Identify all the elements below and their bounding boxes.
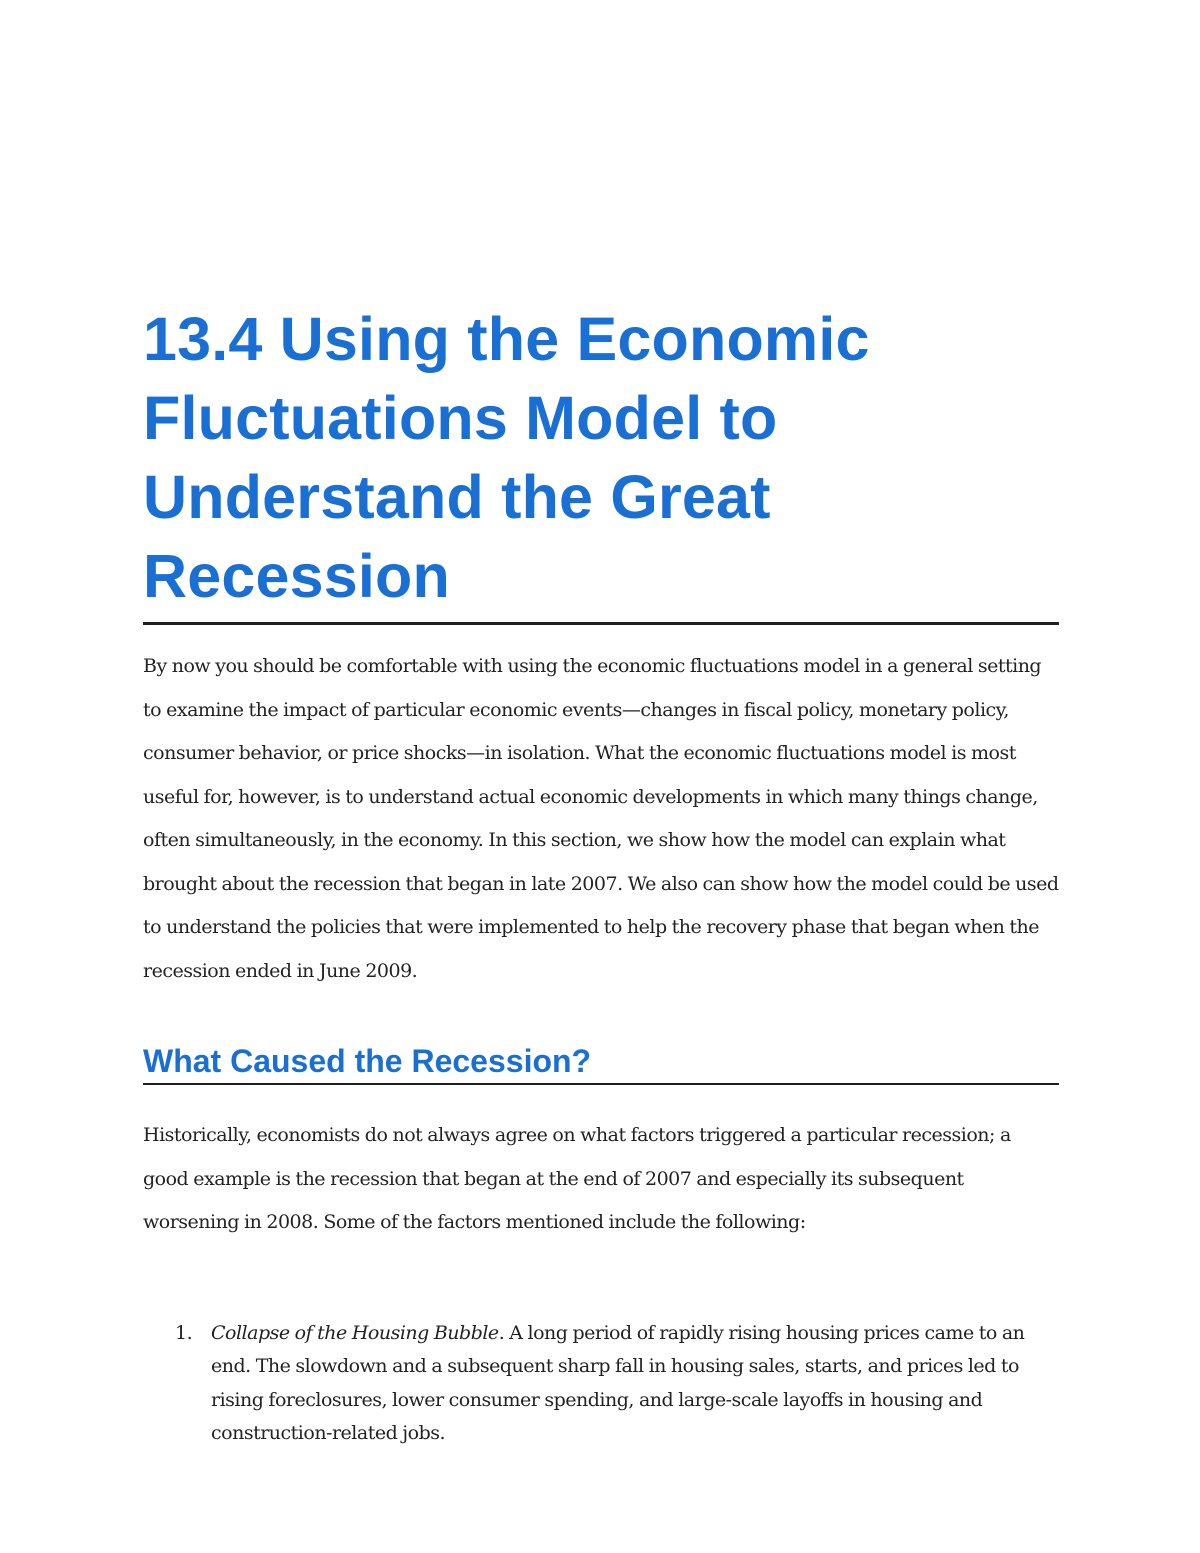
section-heading: What Caused the Recession? (143, 1041, 1059, 1085)
section-paragraph: Historically, economists do not always agree on what factors triggered a particular recession; a good example is the recession that began at the end of 2007 and especially its subsequent worsening in 2008. Some of the factors mentioned include the following: (143, 1124, 1011, 1233)
list-item-text: . A long period of rapidly rising housing prices came to an end. The slowdown and a subsequent sharp fall in housing sales, starts, and prices led to rising foreclosures, lower consumer spending, and large-scale layoffs in housing and construction-related jobs. (211, 1321, 1025, 1444)
list-item (143, 1317, 1059, 1451)
page-title: 13.4 Using the Economic Fluctuations Model to Understand the Great Recession (143, 300, 1059, 625)
document-page (143, 300, 1059, 1451)
factor-list (143, 1317, 1059, 1451)
list-item-number: 1. (175, 1321, 193, 1344)
list-item-term: Collapse of the Housing Bubble (211, 1321, 499, 1344)
list-item-body (211, 1317, 1059, 1451)
intro-paragraph: By now you should be comfortable with using the economic fluctuations model in a general setting to examine the impact of particular economic events—changes in fiscal policy, monetary policy, consumer behavior, or price shocks—in isolation. What the economic fluctuations model is most useful for, however, is to understand actual economic developments in which many things change, often simultaneously, in the economy. In this section, we show how the model can explain what brought about the recession that began in late 2007. We also can show how the model could be used to understand the policies that were implemented to help the recovery phase that began when the recession ended in June 2009. (143, 655, 1059, 982)
